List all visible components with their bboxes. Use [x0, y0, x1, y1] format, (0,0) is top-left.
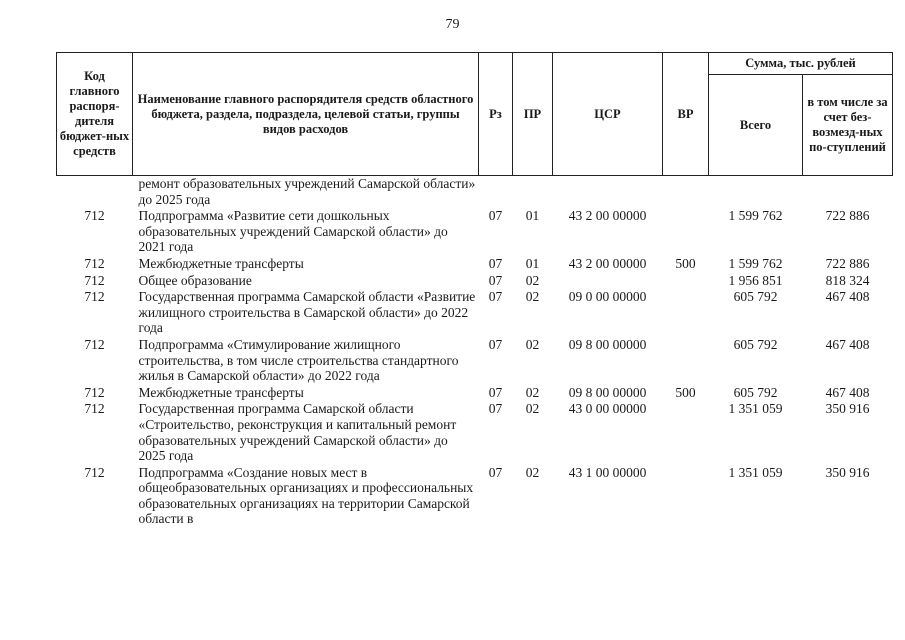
cell-total: 1 351 059: [728, 464, 783, 480]
cell-vr: 500: [675, 384, 696, 400]
table-row: [57, 256, 893, 273]
cell-total: 1 599 762: [728, 255, 783, 271]
cell-name: Общее образование: [138, 272, 252, 288]
cell-csr: [553, 176, 663, 209]
cell-vr: 500: [675, 255, 696, 271]
cell-pr: 01: [525, 208, 540, 224]
cell-code: 712: [84, 208, 105, 224]
cell-name: Государственная программа Самарской области «Развитие жилищного строительства в Самарской области» до 2022 года: [138, 289, 476, 336]
cell-code: 712: [84, 336, 105, 352]
cell-name: Межбюджетные трансферты: [138, 255, 304, 271]
cell-csr: 43 2 00 00000: [568, 255, 647, 271]
cell-rz: 07: [488, 336, 503, 352]
cell-total: 1 599 762: [728, 208, 783, 224]
cell-total: 1 956 851: [728, 272, 783, 288]
cell-total: 1 351 059: [728, 401, 783, 417]
cell-incl: 722 886: [825, 208, 870, 224]
cell-vr: [663, 176, 709, 209]
table-row: [57, 289, 893, 337]
cell-rz: 07: [488, 255, 503, 271]
cell-total: 605 792: [733, 336, 778, 352]
cell-incl: [803, 176, 893, 209]
cell-code: [57, 176, 133, 209]
cell-csr: 09 0 00 00000: [568, 289, 647, 305]
cell-incl: 467 408: [825, 384, 870, 400]
cell-rz: 07: [488, 401, 503, 417]
table-row: [57, 208, 893, 256]
cell-vr: [663, 337, 709, 385]
cell-name: Подпрограмма «Создание новых мест в общеобразовательных организациях и профессиональных образовательных организациях на территории Самарской области в: [138, 464, 474, 527]
cell-pr: 02: [525, 384, 540, 400]
table-row: [57, 465, 893, 528]
table-row: [57, 401, 893, 464]
header-sum: Сумма, тыс. рублей: [709, 53, 893, 75]
cell-code: 712: [84, 401, 105, 417]
cell-incl: 350 916: [825, 464, 870, 480]
page-number: 79: [445, 17, 460, 32]
cell-csr: 43 2 00 00000: [568, 208, 647, 224]
cell-name: Государственная программа Самарской области «Строительство, реконструкция и капитальный ремонт образовательных учреждений Самарской области» до 2025 года: [138, 401, 457, 464]
cell-code: 712: [84, 255, 105, 271]
cell-rz: [479, 176, 513, 209]
cell-pr: [513, 176, 553, 209]
header-total: Всего: [709, 75, 803, 176]
cell-pr: 02: [525, 272, 540, 288]
header-csr: ЦСР: [553, 53, 663, 176]
cell-vr: [663, 465, 709, 528]
cell-csr: 43 1 00 00000: [568, 464, 647, 480]
cell-code: 712: [84, 384, 105, 400]
budget-table: [56, 52, 893, 528]
table-row: [57, 385, 893, 402]
header-pr: ПР: [513, 53, 553, 176]
cell-csr: 09 8 00 00000: [568, 384, 647, 400]
table-row: [57, 337, 893, 385]
table-row: [57, 176, 893, 209]
table-row: [57, 273, 893, 290]
cell-code: 712: [84, 289, 105, 305]
table-body: [57, 176, 893, 529]
cell-vr: [663, 401, 709, 464]
header-rz: Рз: [479, 53, 513, 176]
cell-rz: 07: [488, 464, 503, 480]
cell-pr: 02: [525, 289, 540, 305]
cell-code: 712: [84, 272, 105, 288]
cell-rz: 07: [488, 384, 503, 400]
cell-csr: 09 8 00 00000: [568, 336, 647, 352]
header-incl: в том числе за счет без-возмезд-ных по-ступлений: [803, 75, 893, 176]
header-vr: ВР: [663, 53, 709, 176]
cell-rz: 07: [488, 272, 503, 288]
cell-incl: 467 408: [825, 289, 870, 305]
cell-name: ремонт образовательных учреждений Самарской области» до 2025 года: [138, 176, 476, 207]
cell-incl: 818 324: [825, 272, 870, 288]
header-name: Наименование главного распорядителя средств областного бюджета, раздела, подраздела, целевой статьи, группы видов расходов: [133, 53, 479, 176]
cell-name: Подпрограмма «Развитие сети дошкольных образовательных учреждений Самарской области» до 2021 года: [138, 208, 448, 255]
cell-pr: 01: [525, 255, 540, 271]
cell-vr: [663, 208, 709, 256]
cell-code: 712: [84, 464, 105, 480]
cell-total: 605 792: [733, 289, 778, 305]
cell-pr: 02: [525, 464, 540, 480]
cell-incl: 467 408: [825, 336, 870, 352]
cell-vr: [663, 289, 709, 337]
cell-rz: 07: [488, 289, 503, 305]
cell-pr: 02: [525, 336, 540, 352]
header-code: Код главного распоря-дителя бюджет-ных средств: [57, 53, 133, 176]
cell-total: [709, 176, 803, 209]
cell-name: Межбюджетные трансферты: [138, 384, 304, 400]
cell-csr: 43 0 00 00000: [568, 401, 647, 417]
cell-pr: 02: [525, 401, 540, 417]
cell-csr: [553, 273, 663, 290]
cell-name: Подпрограмма «Стимулирование жилищного строительства, в том числе строительства стандартного жилья в Самарской области» до 2022 года: [138, 336, 459, 384]
cell-rz: 07: [488, 208, 503, 224]
cell-incl: 350 916: [825, 401, 870, 417]
cell-total: 605 792: [733, 384, 778, 400]
cell-incl: 722 886: [825, 255, 870, 271]
cell-vr: [663, 273, 709, 290]
